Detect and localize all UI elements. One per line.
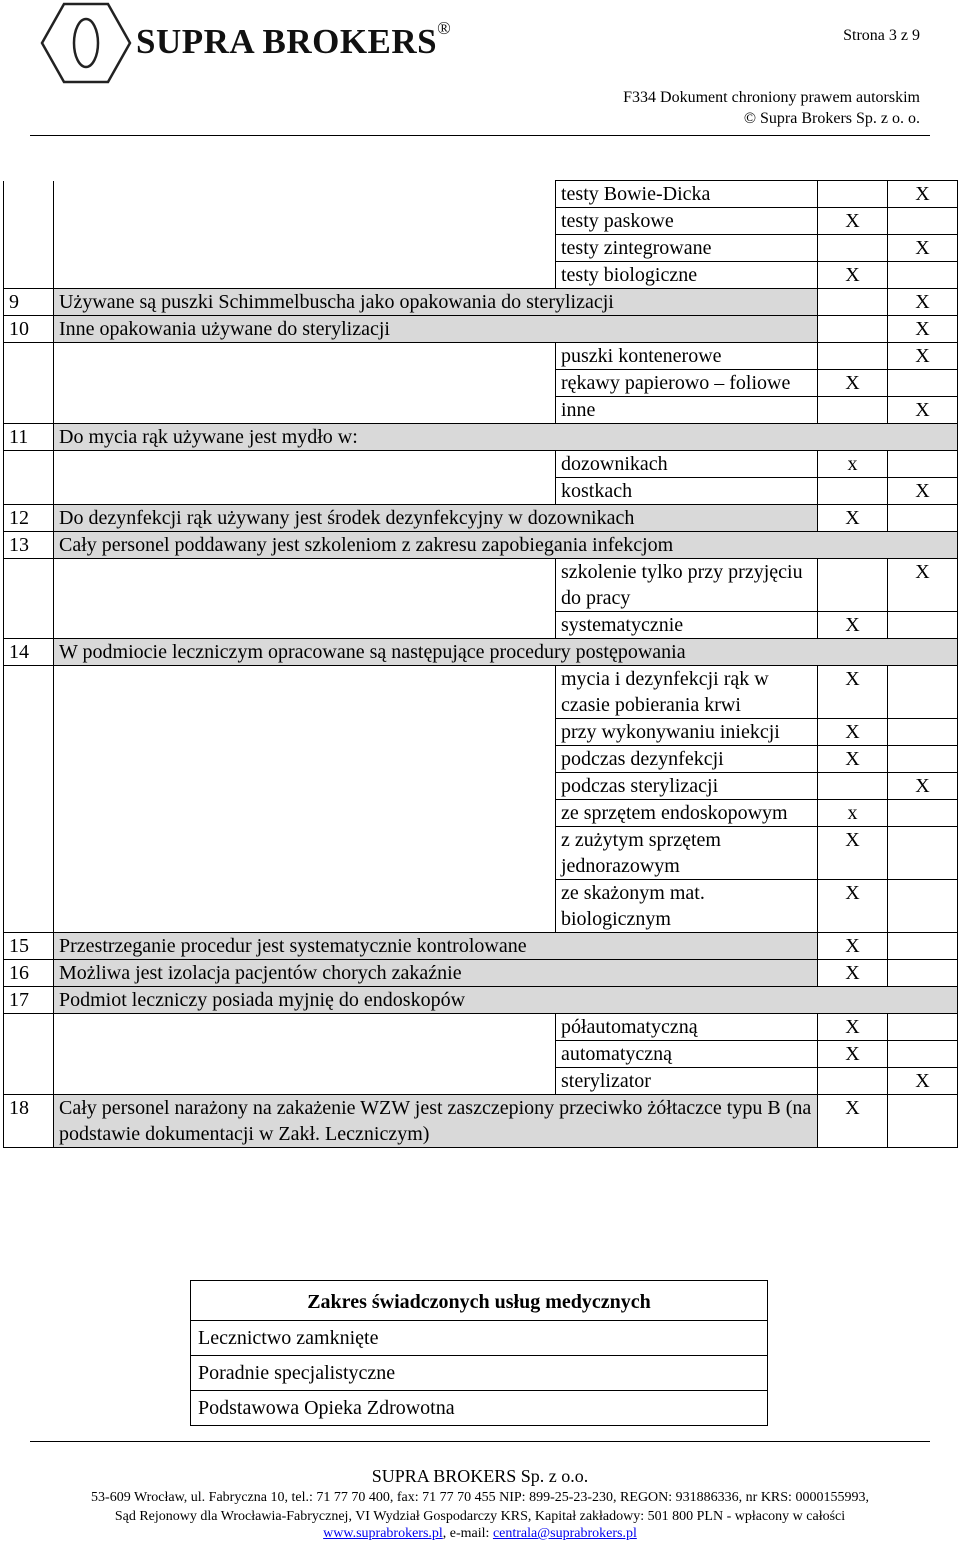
mark-cell-left — [818, 559, 888, 612]
option-label: inne — [556, 397, 818, 424]
table-row — [4, 559, 958, 612]
table-row — [4, 1014, 958, 1041]
option-label: kostkach — [556, 478, 818, 505]
mark-cell-left: X — [818, 208, 888, 235]
mark-cell-right — [888, 827, 958, 880]
mark-cell-right — [888, 208, 958, 235]
table-row — [4, 316, 958, 343]
mark-cell-left — [818, 316, 888, 343]
row-number: 16 — [4, 960, 54, 987]
services-title: Zakres świadczonych usług medycznych — [191, 1281, 768, 1321]
row-spacer — [54, 666, 556, 719]
row-number-empty — [4, 1041, 54, 1068]
row-number-empty — [4, 666, 54, 719]
mark-cell-right — [888, 1095, 958, 1148]
table-row — [4, 666, 958, 719]
option-label: puszki kontenerowe — [556, 343, 818, 370]
table-row — [4, 451, 958, 478]
row-number-empty — [4, 1014, 54, 1041]
row-number-empty — [4, 343, 54, 370]
table-row — [4, 532, 958, 559]
mark-cell-right — [888, 719, 958, 746]
row-number-empty — [4, 478, 54, 505]
mark-cell-left: X — [818, 612, 888, 639]
table-row — [4, 478, 958, 505]
row-number-empty — [4, 880, 54, 933]
mark-cell-left: x — [818, 800, 888, 827]
row-spacer — [54, 451, 556, 478]
option-label: testy zintegrowane — [556, 235, 818, 262]
table-row — [4, 289, 958, 316]
mark-cell-left: X — [818, 1041, 888, 1068]
option-label: mycia i dezynfekcji rąk w czasie pobierania krwi — [556, 666, 818, 719]
mark-cell-left: X — [818, 960, 888, 987]
service-item: Poradnie specjalistyczne — [191, 1356, 768, 1391]
option-label: testy paskowe — [556, 208, 818, 235]
row-number-empty — [4, 451, 54, 478]
mark-cell-right: X — [888, 478, 958, 505]
question-text: Możliwa jest izolacja pacjentów chorych zakaźnie — [54, 960, 818, 987]
footer-contact: www.suprabrokers.pl, e-mail: centrala@suprabrokers.pl — [323, 1526, 637, 1541]
row-number-empty — [4, 559, 54, 612]
table-row — [4, 773, 958, 800]
mark-cell-right: X — [888, 559, 958, 612]
row-number-empty — [4, 181, 54, 208]
table-row — [4, 960, 958, 987]
mark-cell-right — [888, 746, 958, 773]
row-spacer — [54, 773, 556, 800]
footer-company: SUPRA BROKERS Sp. z o.o. — [371, 1466, 589, 1486]
table-row — [4, 262, 958, 289]
row-spacer — [54, 719, 556, 746]
question-text: Do dezynfekcji rąk używany jest środek dezynfekcyjny w dozownikach — [54, 505, 818, 532]
mark-cell-left — [818, 773, 888, 800]
email-link[interactable]: centrala@suprabrokers.pl — [492, 1526, 637, 1541]
service-item: Lecznictwo zamknięte — [191, 1321, 768, 1356]
row-spacer — [54, 397, 556, 424]
row-number-empty — [4, 370, 54, 397]
table-row — [4, 370, 958, 397]
row-spacer — [54, 208, 556, 235]
table-row — [4, 800, 958, 827]
mark-cell-right: X — [888, 289, 958, 316]
row-number: 18 — [4, 1095, 54, 1148]
row-number-empty — [4, 773, 54, 800]
question-text: W podmiocie leczniczym opracowane są następujące procedury postępowania — [54, 639, 958, 666]
row-spacer — [54, 1041, 556, 1068]
table-row — [4, 880, 958, 933]
mark-cell-right: X — [888, 181, 958, 208]
table-row — [4, 1095, 958, 1148]
table-row — [4, 343, 958, 370]
table-row — [4, 612, 958, 639]
table-row — [4, 987, 958, 1014]
row-spacer — [54, 559, 556, 612]
table-row — [4, 933, 958, 960]
mark-cell-right: X — [888, 1068, 958, 1095]
table-row — [4, 397, 958, 424]
row-number: 14 — [4, 639, 54, 666]
mark-cell-right — [888, 960, 958, 987]
row-number: 15 — [4, 933, 54, 960]
page-number: Strona 3 z 9 — [843, 27, 920, 44]
option-label: szkolenie tylko przy przyjęciu do pracy — [556, 559, 818, 612]
table-row — [4, 827, 958, 880]
mark-cell-right: X — [888, 235, 958, 262]
table-row — [4, 746, 958, 773]
checklist-table — [3, 180, 958, 1148]
mark-cell-right — [888, 505, 958, 532]
option-label: przy wykonywaniu iniekcji — [556, 719, 818, 746]
option-label: ze sprzętem endoskopowym — [556, 800, 818, 827]
mark-cell-left — [818, 478, 888, 505]
footer-registry: Sąd Rejonowy dla Wrocławia-Fabrycznej, VI Wydział Gospodarczy KRS, Kapitał zakładowy: 501 800 PLN - wpłacony w całości — [114, 1509, 846, 1524]
mark-cell-right — [888, 880, 958, 933]
option-label: ze skażonym mat. biologicznym — [556, 880, 818, 933]
question-text: Używane są puszki Schimmelbuscha jako opakowania do sterylizacji — [54, 289, 818, 316]
mark-cell-right: X — [888, 316, 958, 343]
table-row — [4, 719, 958, 746]
row-spacer — [54, 827, 556, 880]
mark-cell-left: X — [818, 827, 888, 880]
mark-cell-right — [888, 262, 958, 289]
row-number: 9 — [4, 289, 54, 316]
mark-cell-right — [888, 1041, 958, 1068]
option-label: testy Bowie-Dicka — [556, 181, 818, 208]
row-number-empty — [4, 235, 54, 262]
logo-icon — [40, 2, 132, 84]
option-label: dozownikach — [556, 451, 818, 478]
option-label: z zużytym sprzętem jednorazowym — [556, 827, 818, 880]
question-text: Do mycia rąk używane jest mydło w: — [54, 424, 958, 451]
table-row — [4, 181, 958, 208]
mark-cell-left: X — [818, 719, 888, 746]
row-number-empty — [4, 612, 54, 639]
row-spacer — [54, 478, 556, 505]
option-label: rękawy papierowo – foliowe — [556, 370, 818, 397]
header-divider — [30, 135, 930, 136]
mark-cell-right — [888, 370, 958, 397]
row-number-empty — [4, 397, 54, 424]
row-spacer — [54, 343, 556, 370]
row-number-empty — [4, 262, 54, 289]
footer-address: 53-609 Wrocław, ul. Fabryczna 10, tel.: 71 77 70 400, fax: 71 77 70 455 NIP: 899-25-23-230, REGON: 931886336, nr KRS: 0000155993, — [91, 1490, 869, 1505]
row-number-empty — [4, 719, 54, 746]
row-spacer — [54, 235, 556, 262]
row-number: 11 — [4, 424, 54, 451]
mark-cell-left: X — [818, 1095, 888, 1148]
table-row — [4, 1041, 958, 1068]
option-label: podczas dezynfekcji — [556, 746, 818, 773]
mark-cell-left: X — [818, 505, 888, 532]
mark-cell-left — [818, 343, 888, 370]
mark-cell-right — [888, 451, 958, 478]
table-row — [4, 235, 958, 262]
row-number: 10 — [4, 316, 54, 343]
option-label: sterylizator — [556, 1068, 818, 1095]
mark-cell-left — [818, 235, 888, 262]
row-spacer — [54, 262, 556, 289]
mark-cell-left: X — [818, 746, 888, 773]
option-label: systematycznie — [556, 612, 818, 639]
mark-cell-right: X — [888, 397, 958, 424]
question-text: Cały personel narażony na zakażenie WZW jest zaszczepiony przeciwko żółtaczce typu B (na podstawie dokumentacji w Zakł. Leczniczym) — [54, 1095, 818, 1148]
row-number-empty — [4, 1068, 54, 1095]
mark-cell-right: X — [888, 773, 958, 800]
mark-cell-left: X — [818, 1014, 888, 1041]
mark-cell-left — [818, 1068, 888, 1095]
row-spacer — [54, 800, 556, 827]
copyright-note: F334 Dokument chroniony prawem autorskim © Supra Brokers Sp. z o. o. — [623, 89, 920, 127]
question-text: Inne opakowania używane do sterylizacji — [54, 316, 818, 343]
row-number-empty — [4, 800, 54, 827]
services-table — [190, 1280, 768, 1426]
table-row — [4, 1068, 958, 1095]
mark-cell-left: X — [818, 262, 888, 289]
mark-cell-left: x — [818, 451, 888, 478]
table-row — [4, 639, 958, 666]
question-text: Podmiot leczniczy posiada myjnię do endoskopów — [54, 987, 958, 1014]
table-row — [4, 505, 958, 532]
mark-cell-left — [818, 289, 888, 316]
option-label: testy biologiczne — [556, 262, 818, 289]
website-link[interactable]: www.suprabrokers.pl — [323, 1526, 443, 1541]
mark-cell-right — [888, 800, 958, 827]
row-spacer — [54, 181, 556, 208]
row-number-empty — [4, 746, 54, 773]
option-label: automatyczną — [556, 1041, 818, 1068]
service-item: Podstawowa Opieka Zdrowotna — [191, 1391, 768, 1426]
row-spacer — [54, 746, 556, 773]
mark-cell-left: X — [818, 370, 888, 397]
question-text: Przestrzeganie procedur jest systematycznie kontrolowane — [54, 933, 818, 960]
row-number: 17 — [4, 987, 54, 1014]
mark-cell-left: X — [818, 880, 888, 933]
row-spacer — [54, 612, 556, 639]
option-label: podczas sterylizacji — [556, 773, 818, 800]
table-row — [4, 208, 958, 235]
mark-cell-right — [888, 933, 958, 960]
mark-cell-right — [888, 1014, 958, 1041]
brand-name: SUPRA BROKERS® — [136, 18, 452, 61]
row-spacer — [54, 1014, 556, 1041]
row-spacer — [54, 370, 556, 397]
row-number: 12 — [4, 505, 54, 532]
row-spacer — [54, 1068, 556, 1095]
question-text: Cały personel poddawany jest szkoleniom z zakresu zapobiegania infekcjom — [54, 532, 958, 559]
mark-cell-right — [888, 666, 958, 719]
option-label: półautomatyczną — [556, 1014, 818, 1041]
mark-cell-left: X — [818, 933, 888, 960]
mark-cell-right — [888, 612, 958, 639]
row-number-empty — [4, 208, 54, 235]
row-number: 13 — [4, 532, 54, 559]
mark-cell-left — [818, 181, 888, 208]
row-spacer — [54, 880, 556, 933]
mark-cell-left — [818, 397, 888, 424]
row-number-empty — [4, 827, 54, 880]
table-row — [4, 424, 958, 451]
mark-cell-left: X — [818, 666, 888, 719]
footer-divider — [30, 1441, 930, 1442]
mark-cell-right: X — [888, 343, 958, 370]
